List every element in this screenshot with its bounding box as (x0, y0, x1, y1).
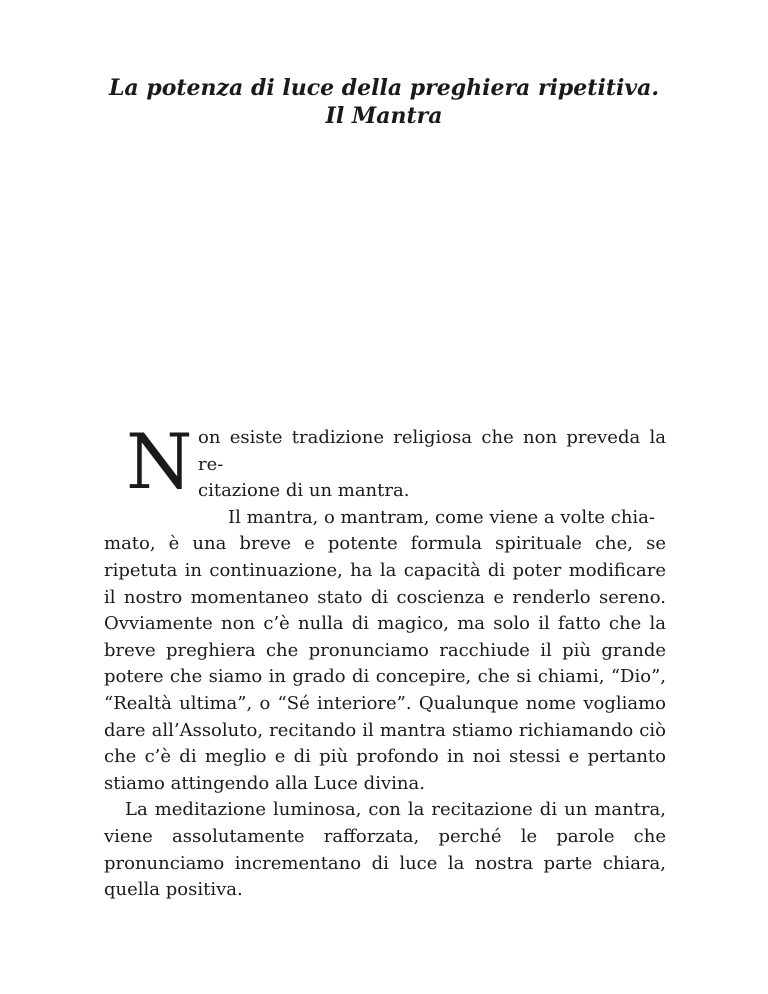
paragraph-1 (104, 417, 666, 531)
drop-cap: N (126, 417, 193, 506)
paragraph-2-line-1: Il mantra, o mantram, come viene a volte chia- (228, 506, 655, 528)
chapter-title (0, 74, 768, 130)
paragraph-2: mato, è una breve e potente formula spirituale che, se ripetuta in continuazione, ha la capacità di poter modificare il nostro momentaneo stato di coscienza e renderlo sereno. Ovviamente non c’è nulla di magico, ma solo il fatto che la breve preghiera che pronunciamo racchiude il più grande potere che siamo in grado di concepire, che si chiami, “Dio”, “Realtà ultima”, o “Sé interiore”. Qualunque nome vogliamo dare all’Assoluto, recitando il mantra stiamo richiamando ciò che c’è di meglio e di più profondo in noi stessi e pertanto stiamo attingendo alla Luce divina. (104, 533, 666, 794)
body-text (104, 417, 666, 904)
paragraph-1-line-1: on esiste tradizione religiosa che non preveda la re- (198, 427, 666, 475)
paragraph-3: La meditazione luminosa, con la recitazione di un mantra, viene assolutamente rafforzata, perché le parole che pronunciamo incrementano di luce la nostra parte chiara, quella positiva. (104, 799, 666, 901)
chapter-title-line-1: La potenza di luce della preghiera ripetitiva. (108, 75, 660, 101)
chapter-title-line-2: Il Mantra (325, 103, 443, 129)
paragraph-1-line-2: citazione di un mantra. (198, 480, 410, 502)
